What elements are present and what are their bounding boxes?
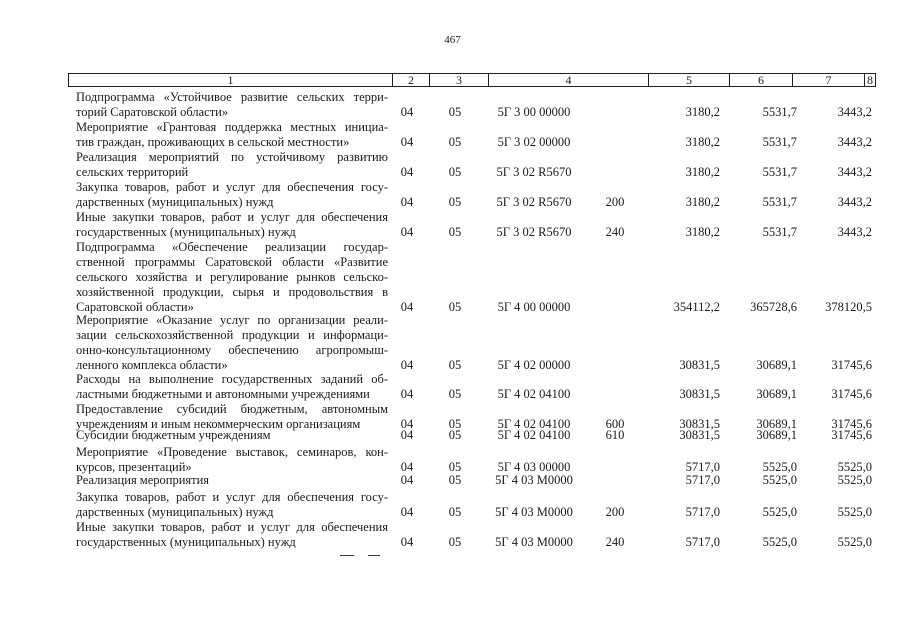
cell-c6: 3180,2 <box>685 225 720 239</box>
cell-c8: 5525,0 <box>837 535 872 549</box>
cell-c3: 05 <box>448 165 462 179</box>
description-line: Закупка товаров, работ и услуг для обеспечения госу- <box>76 490 388 504</box>
cell-c8: 31745,6 <box>831 387 872 401</box>
cell-c5: 200 <box>605 505 625 519</box>
description-line: Предоставление субсидий бюджетным, автономным <box>76 402 388 416</box>
cell-c2: 04 <box>400 417 414 431</box>
cell-c4: 5Г 3 02 R5670 <box>496 165 572 179</box>
decorative-dash <box>340 555 354 556</box>
description-line: ластными бюджетными и автономными учреждениями <box>76 387 370 401</box>
cell-c4: 5Г 4 02 04100 <box>497 417 571 431</box>
cell-c7: 5525,0 <box>762 460 797 474</box>
cell-c3: 05 <box>448 105 462 119</box>
cell-c2: 04 <box>400 358 414 372</box>
description-line: Мероприятие «Грантовая поддержка местных инициа- <box>76 120 388 134</box>
cell-c2: 04 <box>400 105 414 119</box>
cell-c8: 3443,2 <box>837 105 872 119</box>
row-description <box>76 473 388 488</box>
cell-c2: 04 <box>400 473 414 487</box>
cell-c4: 5Г 4 00 00000 <box>497 300 571 314</box>
cell-c2: 04 <box>400 225 414 239</box>
header-col-6: 6 <box>758 73 764 87</box>
cell-c3: 05 <box>448 135 462 149</box>
cell-c4: 5Г 4 02 04100 <box>497 387 571 401</box>
cell-c6: 3180,2 <box>685 165 720 179</box>
cell-c4: 5Г 4 03 М0000 <box>495 473 573 487</box>
description-line: тив граждан, проживающих в сельской местности» <box>76 135 350 149</box>
cell-c2: 04 <box>400 505 414 519</box>
cell-c2: 04 <box>400 165 414 179</box>
cell-c2: 04 <box>400 300 414 314</box>
row-description <box>76 180 388 210</box>
cell-c8: 5525,0 <box>837 505 872 519</box>
description-line: сельского хозяйства и регулирование рынков сельско- <box>76 270 388 284</box>
cell-c3: 05 <box>448 417 462 431</box>
cell-c7: 30689,1 <box>756 387 797 401</box>
description-line: учреждениям и иным некоммерческим организациям <box>76 417 361 431</box>
cell-c7: 30689,1 <box>756 428 797 442</box>
description-line: ленного комплекса области» <box>76 358 228 372</box>
cell-c7: 30689,1 <box>756 417 797 431</box>
cell-c6: 3180,2 <box>685 105 720 119</box>
cell-c7: 5531,7 <box>762 135 797 149</box>
cell-c8: 378120,5 <box>825 300 872 314</box>
cell-c3: 05 <box>448 460 462 474</box>
cell-c4: 5Г 4 02 04100 <box>497 428 571 442</box>
description-line: Подпрограмма «Устойчивое развитие сельских терри- <box>76 90 388 104</box>
description-line: онно-консультационному обеспечению агропромыш- <box>76 343 388 357</box>
cell-c3: 05 <box>448 225 462 239</box>
description-line: торий Саратовской области» <box>76 105 229 119</box>
page-number: 467 <box>444 34 461 46</box>
description-line: ственной программы Саратовской области «Развитие <box>76 255 388 269</box>
cell-c8: 31745,6 <box>831 417 872 431</box>
cell-c4: 5Г 4 03 М0000 <box>495 505 573 519</box>
cell-c8: 3443,2 <box>837 225 872 239</box>
cell-c2: 04 <box>400 135 414 149</box>
row-description <box>76 372 388 402</box>
description-line: Закупка товаров, работ и услуг для обеспечения госу- <box>76 180 388 194</box>
cell-c2: 04 <box>400 428 414 442</box>
row-description <box>76 520 388 550</box>
description-line: Реализация мероприятия <box>76 473 210 487</box>
row-description <box>76 240 388 315</box>
cell-c4: 5Г 3 02 R5670 <box>496 225 572 239</box>
cell-c6: 3180,2 <box>685 195 720 209</box>
cell-c6: 30831,5 <box>679 358 720 372</box>
header-col-5: 5 <box>686 73 692 87</box>
cell-c7: 5531,7 <box>762 195 797 209</box>
cell-c7: 5525,0 <box>762 505 797 519</box>
cell-c8: 5525,0 <box>837 460 872 474</box>
header-col-3: 3 <box>456 73 462 87</box>
header-col-1: 1 <box>227 73 234 87</box>
cell-c4: 5Г 4 03 00000 <box>497 460 571 474</box>
cell-c7: 5525,0 <box>762 473 797 487</box>
description-line: Субсидии бюджетным учреждениям <box>76 428 271 442</box>
cell-c6: 30831,5 <box>679 428 720 442</box>
description-line: сельских территорий <box>76 165 189 179</box>
cell-c3: 05 <box>448 195 462 209</box>
description-line: дарственных (муниципальных) нужд <box>76 195 274 209</box>
header-col-7: 7 <box>825 73 832 87</box>
cell-c3: 05 <box>448 505 462 519</box>
description-line: Расходы на выполнение государственных заданий об- <box>76 372 388 386</box>
description-line: Подпрограмма «Обеспечение реализации государ- <box>76 240 388 254</box>
cell-c7: 5531,7 <box>762 165 797 179</box>
description-line: хозяйственной продукции, сырья и продовольствия в <box>76 285 388 299</box>
row-description <box>76 150 388 180</box>
cell-c4: 5Г 3 00 00000 <box>497 105 571 119</box>
cell-c6: 5717,0 <box>685 460 720 474</box>
description-line: Мероприятие «Оказание услуг по организации реали- <box>76 313 388 327</box>
header-col-4: 4 <box>565 73 572 87</box>
row-description <box>76 90 388 120</box>
cell-c8: 3443,2 <box>837 135 872 149</box>
cell-c2: 04 <box>400 195 414 209</box>
cell-c2: 04 <box>400 460 414 474</box>
cell-c2: 04 <box>400 387 414 401</box>
description-line: дарственных (муниципальных) нужд <box>76 505 274 519</box>
row-description <box>76 490 388 520</box>
cell-c3: 05 <box>448 428 462 442</box>
cell-c8: 31745,6 <box>831 358 872 372</box>
cell-c6: 5717,0 <box>685 505 720 519</box>
cell-c6: 354112,2 <box>673 300 720 314</box>
cell-c4: 5Г 4 02 00000 <box>497 358 571 372</box>
description-line: государственных (муниципальных) нужд <box>76 225 296 239</box>
decorative-dash <box>368 555 380 556</box>
cell-c6: 30831,5 <box>679 417 720 431</box>
header-col-8: 8 <box>867 73 873 87</box>
description-line: Иные закупки товаров, работ и услуг для обеспечения <box>76 210 388 224</box>
cell-c6: 5717,0 <box>685 535 720 549</box>
cell-c8: 3443,2 <box>837 165 872 179</box>
cell-c5: 610 <box>605 428 625 442</box>
cell-c7: 5531,7 <box>762 105 797 119</box>
description-line: Мероприятие «Проведение выставок, семинаров, кон- <box>76 445 388 459</box>
description-line: Реализация мероприятий по устойчивому развитию <box>76 150 388 164</box>
cell-c4: 5Г 3 02 R5670 <box>496 195 572 209</box>
cell-c3: 05 <box>448 358 462 372</box>
cell-c2: 04 <box>400 535 414 549</box>
cell-c7: 30689,1 <box>756 358 797 372</box>
cell-c6: 3180,2 <box>685 135 720 149</box>
cell-c5: 240 <box>605 535 625 549</box>
table-header <box>68 73 876 87</box>
cell-c8: 31745,6 <box>831 428 872 442</box>
description-line: зации сельскохозяйственной продукции и информаци- <box>76 328 388 342</box>
description-line: курсов, презентаций» <box>76 460 192 474</box>
cell-c7: 5531,7 <box>762 225 797 239</box>
description-line: государственных (муниципальных) нужд <box>76 535 296 549</box>
cell-c5: 240 <box>605 225 625 239</box>
cell-c3: 05 <box>448 473 462 487</box>
row-description <box>76 428 388 443</box>
cell-c7: 5525,0 <box>762 535 797 549</box>
cell-c6: 5717,0 <box>685 473 720 487</box>
row-description <box>76 313 388 373</box>
cell-c5: 200 <box>605 195 625 209</box>
row-description <box>76 445 388 475</box>
cell-c6: 30831,5 <box>679 387 720 401</box>
header-col-2: 2 <box>408 73 414 87</box>
cell-c4: 5Г 4 03 М0000 <box>495 535 573 549</box>
description-line: Саратовской области» <box>76 300 194 314</box>
cell-c3: 05 <box>448 387 462 401</box>
cell-c8: 5525,0 <box>837 473 872 487</box>
description-line: Иные закупки товаров, работ и услуг для обеспечения <box>76 520 388 534</box>
cell-c4: 5Г 3 02 00000 <box>497 135 571 149</box>
row-description <box>76 120 388 150</box>
cell-c8: 3443,2 <box>837 195 872 209</box>
cell-c3: 05 <box>448 300 462 314</box>
row-description <box>76 210 388 240</box>
cell-c7: 365728,6 <box>750 300 797 314</box>
cell-c3: 05 <box>448 535 462 549</box>
cell-c5: 600 <box>605 417 625 431</box>
